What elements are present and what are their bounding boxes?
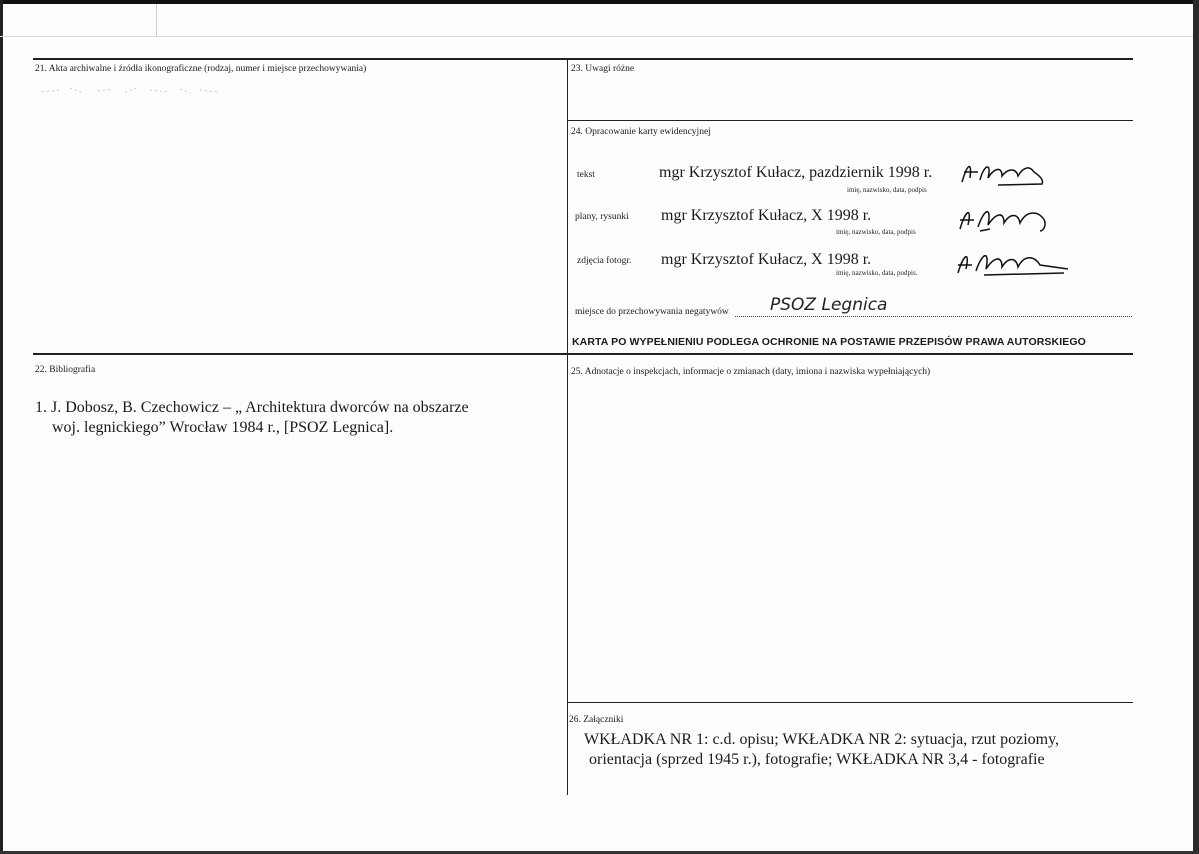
bibliography-entry (35, 398, 555, 438)
attachments-line-2: orientacja (sprzed 1945 r.), fotografie; WKŁADKA NR 3,4 - fotografie (589, 751, 1045, 768)
top-margin-strip (0, 4, 1193, 37)
row-plans-value: mgr Krzysztof Kułacz, X 1998 r. (661, 207, 872, 224)
attachments-text (584, 730, 1124, 770)
row-text-label: tekst (577, 170, 595, 180)
section-24-label: 24. Opracowanie karty ewidencyjnej (571, 127, 711, 137)
divider-23-24 (567, 120, 1133, 121)
bibliography-line-1: 1. J. Dobosz, B. Czechowicz – „ Architektura dworców na obszarze (35, 399, 469, 416)
scan-smudge (40, 80, 230, 100)
section-26-label: 26. Załączniki (569, 715, 624, 725)
column-divider (567, 58, 568, 795)
section-22-label: 22. Bibliografia (35, 365, 96, 375)
signature-2 (956, 203, 1051, 235)
row-photos-value: mgr Krzysztof Kułacz, X 1998 r. (661, 251, 872, 268)
row-plans-label: plany, rysunki (575, 212, 629, 222)
form-top-border (33, 58, 1133, 60)
row-photos-caption: imię, nazwisko, data, podpis. (836, 269, 918, 277)
scan-edge-right (1193, 0, 1199, 854)
signature-3 (954, 247, 1074, 279)
copyright-note: KARTA PO WYPEŁNIENIU PODLEGA OCHRONIE NA POSTAWIE PRZEPISÓW PRAWA AUTORSKIEGO (572, 336, 1086, 348)
row-plans-caption: imię, nazwisko, data, podpis (836, 228, 916, 236)
negatives-dotted-line (735, 316, 1132, 317)
signature-1 (958, 158, 1048, 188)
row-text-caption: imię, nazwisko, data, podpis (847, 186, 927, 194)
section-21-label: 21. Akta archiwalne i źródła ikonograficzne (rodzaj, numer i miejsce przechowywania) (35, 64, 367, 74)
bibliography-line-2: woj. legnickiego” Wrocław 1984 r., [PSOZ Legnica]. (52, 419, 394, 436)
divider-25-26 (567, 702, 1133, 703)
row-photos-label: zdjęcia fotogr. (577, 256, 632, 266)
section-23-label: 23. Uwagi różne (571, 64, 635, 74)
row-text-value: mgr Krzysztof Kułacz, pazdziernik 1998 r. (659, 164, 933, 181)
negatives-value: PSOZ Legnica (770, 295, 888, 315)
negatives-label: miejsce do przechowywania negatywów (575, 307, 729, 317)
scan-edge-left (0, 0, 3, 854)
attachments-line-1: WKŁADKA NR 1: c.d. opisu; WKŁADKA NR 2: sytuacja, rzut poziomy, (584, 731, 1060, 748)
section-25-label: 25. Adnotacje o inspekcjach, informacje o zmianach (daty, imiona i nazwiska wypełniających) (571, 367, 931, 377)
divider-row-2 (33, 353, 1133, 355)
top-margin-tick (156, 4, 157, 36)
